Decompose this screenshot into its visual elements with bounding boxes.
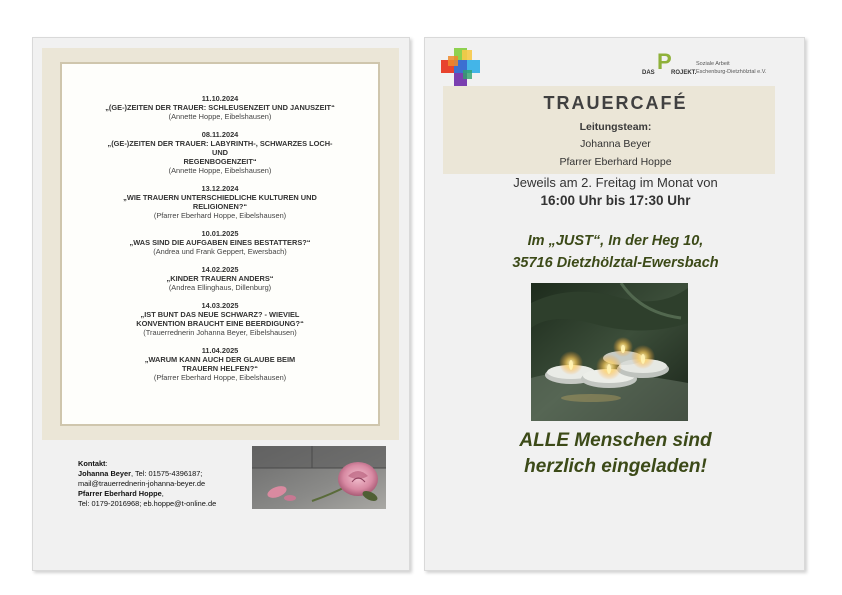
rose-photo xyxy=(252,446,386,509)
event-title: „KINDER TRAUERN ANDERS“ xyxy=(166,274,274,283)
team-label: Leitungsteam: xyxy=(579,121,652,133)
event-speaker: (Andrea und Frank Geppert, Ewersbach) xyxy=(153,247,287,256)
logo-das: DAS xyxy=(642,70,655,76)
event-item xyxy=(62,346,378,382)
event-date: 11.10.2024 xyxy=(201,94,239,103)
contact-name-1: Johanna Beyer xyxy=(78,469,131,478)
event-date: 08.11.2024 xyxy=(201,130,239,139)
event-item xyxy=(62,130,378,175)
right-flyer-page xyxy=(424,37,805,571)
contact-tel-1: , Tel: 01575-4396187; xyxy=(131,469,203,478)
invite-line-2: herzlich eingeladen! xyxy=(524,456,707,477)
event-date: 11.04.2025 xyxy=(201,346,239,355)
event-panel xyxy=(42,48,399,440)
event-speaker: (Andrea Ellinghaus, Dillenburg) xyxy=(168,283,272,292)
contact-line-4: Tel: 0179-2016968; eb.hoppe@t-online.de xyxy=(78,499,217,508)
invite-line-1: ALLE Menschen sind xyxy=(519,430,712,451)
event-item xyxy=(62,301,378,337)
event-speaker: (Pfarrer Eberhard Hoppe, Eibelshausen) xyxy=(153,211,287,220)
event-date: 13.12.2024 xyxy=(201,184,239,193)
event-item xyxy=(62,94,378,121)
floating-candles-photo xyxy=(531,283,688,421)
team-member-1: Johanna Beyer xyxy=(580,138,651,150)
location-line-1: Im „JUST“, In der Heg 10, xyxy=(527,233,704,249)
event-item xyxy=(62,184,378,220)
schedule-text: Jeweils am 2. Freitag im Monat von xyxy=(513,175,718,190)
event-frame xyxy=(60,62,380,426)
event-speaker: (Pfarrer Eberhard Hoppe, Eibelshausen) xyxy=(153,373,287,382)
event-title: „WARUM KANN AUCH DER GLAUBE BEIM TRAUERN HELFEN?“ xyxy=(144,355,296,373)
logo-subtitle-2: Eschenburg-Dietzhölztal e.V. xyxy=(696,69,767,75)
contact-name-2: Pfarrer Eberhard Hoppe xyxy=(78,489,162,498)
time-text: 16:00 Uhr bis 17:30 Uhr xyxy=(540,193,691,208)
event-title: „IST BUNT DAS NEUE SCHWARZ? - WIEVIEL KONVENTION BRAUCHT EINE BEERDIGUNG?“ xyxy=(136,310,304,328)
contact-heading: Kontakt xyxy=(78,459,106,468)
colorful-cross-logo xyxy=(437,46,485,88)
event-date: 14.03.2025 xyxy=(201,301,239,310)
logo-subtitle-1: Soziale Arbeit xyxy=(696,61,730,67)
event-title: „WIE TRAUERN UNTERSCHIEDLICHE KULTUREN UND RELIGIONEN?“ xyxy=(123,193,317,211)
left-flyer-page xyxy=(32,37,410,571)
event-speaker: (Trauerrednerin Johanna Beyer, Eibelshausen) xyxy=(143,328,297,337)
event-item xyxy=(62,229,378,256)
contact-block: Kontakt: Johanna Beyer, Tel: 01575-4396187; mail@trauerrednerin-johanna-beyer.de Pfarrer Eberhard Hoppe, Tel: 0179-2016968; eb.hoppe@t-online.de xyxy=(78,459,217,508)
event-speaker: (Annette Hoppe, Eibelshausen) xyxy=(168,112,272,121)
event-title: „(GE-)ZEITEN DER TRAUER: SCHLEUSENZEIT UND JANUSZEIT“ xyxy=(105,103,335,112)
contact-mail-1: mail@trauerrednerin-johanna-beyer.de xyxy=(78,479,206,488)
event-list xyxy=(62,94,378,391)
event-date: 10.01.2025 xyxy=(201,229,239,238)
event-title: „WAS SIND DIE AUFGABEN EINES BESTATTERS?“ xyxy=(129,238,311,247)
location-line-2: 35716 Dietzhölztal-Ewersbach xyxy=(512,255,719,271)
team-member-2: Pfarrer Eberhard Hoppe xyxy=(559,156,672,168)
event-item xyxy=(62,265,378,292)
logo-projekt: ROJEKT. xyxy=(671,70,697,76)
event-title: „(GE-)ZEITEN DER TRAUER: LABYRINTH-, SCHWARZES LOCH- UND REGENBOGENZEIT“ xyxy=(107,139,333,166)
logo-p-letter: P xyxy=(657,49,672,74)
projekt-logo xyxy=(639,51,789,79)
event-date: 14.02.2025 xyxy=(201,265,239,274)
event-speaker: (Annette Hoppe, Eibelshausen) xyxy=(168,166,272,175)
page-title: TRAUERCAFÉ xyxy=(543,93,688,113)
